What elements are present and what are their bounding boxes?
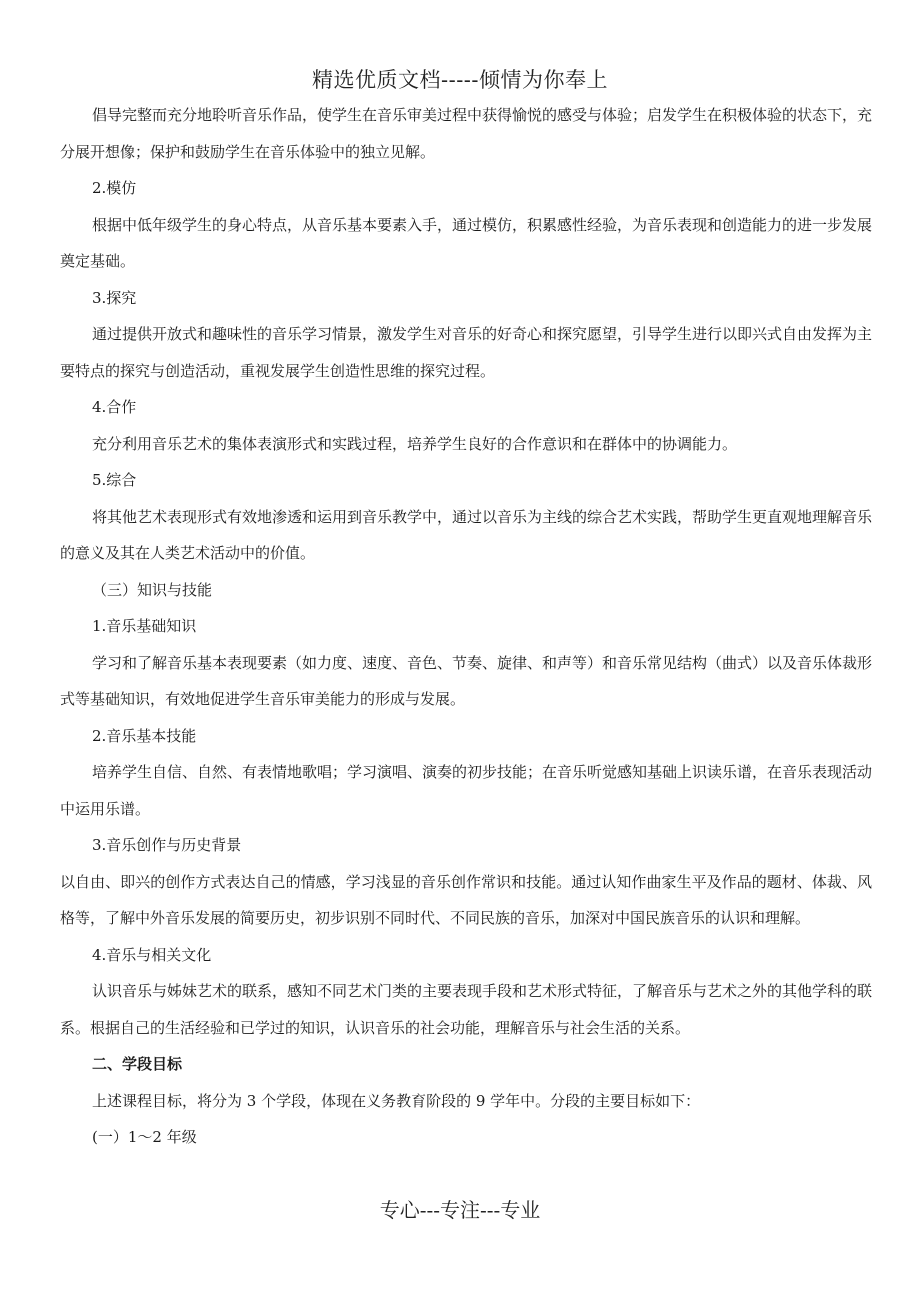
heading-cooperation: 4.合作	[92, 398, 137, 416]
document-body	[60, 97, 872, 1156]
heading-creation-history: 3.音乐创作与历史背景	[92, 836, 242, 854]
paragraph-music-basics: 学习和了解音乐基本表现要素（如力度、速度、音色、节奏、旋律、和声等）和音乐常见结构（曲式）以及音乐体裁形式等基础知识，有效地促进学生音乐审美能力的形成与发展。	[60, 653, 873, 708]
paragraph-stage-goals: 上述课程目标，将分为 3 个学段，体现在义务教育阶段的 9 学年中。分段的主要目标如下：	[92, 1091, 701, 1110]
paragraph-synthesis: 将其他艺术表现形式有效地渗透和运用到音乐教学中，通过以音乐为主线的综合艺术实践，帮助学生更直观地理解音乐的意义及其在人类艺术活动中的价值。	[60, 507, 873, 562]
paragraph-cooperation: 充分利用音乐艺术的集体表演形式和实践过程，培养学生良好的合作意识和在群体中的协调能力。	[92, 434, 738, 453]
section-heading-stage-goals: 二、学段目标	[92, 1055, 183, 1073]
heading-music-basics: 1.音乐基础知识	[92, 617, 197, 635]
paragraph-imitation: 根据中低年级学生的身心特点，从音乐基本要素入手，通过模仿，积累感性经验，为音乐表现和创造能力的进一步发展奠定基础。	[60, 215, 873, 270]
paragraph-creation-history: 以自由、即兴的创作方式表达自己的情感，学习浅显的音乐创作常识和技能。通过认知作曲家生平及作品的题材、体裁、风格等，了解中外音乐发展的简要历史，初步识别不同时代、不同民族的音乐，加深对中国民族音乐的认识和理解。	[60, 872, 872, 927]
page-footer: 专心---专注---专业	[379, 1198, 541, 1222]
heading-related-culture: 4.音乐与相关文化	[92, 945, 212, 964]
paragraph-related-culture: 认识音乐与姊妹艺术的联系，感知不同艺术门类的主要表现手段和艺术形式特征，了解音乐与艺术之外的其他学科的联系。根据自己的生活经验和已学过的知识，认识音乐的社会功能，理解音乐与社会生活的关系。	[60, 982, 873, 1037]
heading-basic-skills: 2.音乐基本技能	[92, 726, 197, 745]
section-heading-knowledge-skills: （三）知识与技能	[92, 580, 213, 599]
heading-exploration: 3.探究	[92, 288, 137, 307]
paragraph-basic-skills: 培养学生自信、自然、有表情地歌唱；学习演唱、演奏的初步技能；在音乐听觉感知基础上识读乐谱，在音乐表现活动中运用乐谱。	[60, 763, 873, 818]
heading-imitation: 2.模仿	[92, 179, 137, 197]
heading-grade-1-2: (一）1～2 年级	[92, 1128, 197, 1146]
heading-synthesis: 5.综合	[92, 471, 137, 489]
paragraph-listening: 倡导完整而充分地聆听音乐作品，使学生在音乐审美过程中获得愉悦的感受与体验；启发学生在积极体验的状态下，充分展开想像；保护和鼓励学生在音乐体验中的独立见解。	[60, 106, 873, 161]
paragraph-exploration: 通过提供开放式和趣味性的音乐学习情景，激发学生对音乐的好奇心和探究愿望，引导学生进行以即兴式自由发挥为主要特点的探究与创造活动，重视发展学生创造性思维的探究过程。	[60, 325, 873, 380]
page-header: 精选优质文档-----倾情为你奉上	[312, 68, 608, 92]
